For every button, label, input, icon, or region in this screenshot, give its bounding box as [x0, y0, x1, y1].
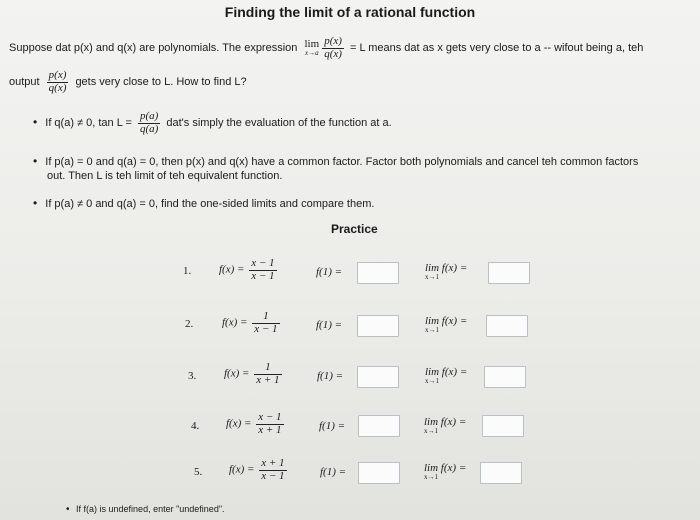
row-2-fx: f(x) =	[222, 316, 248, 329]
row-2-limit-sub: x→1	[425, 326, 439, 334]
row-5-function	[229, 458, 287, 482]
row-3-fx: f(x) =	[224, 367, 250, 380]
row-2-f1-label: f(1) =	[316, 319, 343, 331]
row-1-limit-input[interactable]	[488, 262, 530, 284]
row-3-fraction	[254, 362, 281, 386]
row-2-limit-text: lim f(x) =	[425, 315, 468, 327]
intro-line-2	[9, 70, 247, 94]
bullet-1-frac-den: q(a)	[139, 122, 159, 135]
undefined-note	[66, 504, 225, 515]
bullet-dot-icon: •	[33, 154, 38, 168]
lim-subscript: x→a	[305, 49, 319, 58]
row-4-limit-text: lim f(x) =	[424, 416, 467, 428]
intro-limit	[304, 39, 319, 57]
row-5-limit-input[interactable]	[480, 462, 522, 484]
bullet-item-2	[33, 154, 638, 168]
row-2-limit	[425, 316, 467, 334]
row-3-f1-input[interactable]	[357, 366, 399, 388]
row-4-num: x − 1	[258, 411, 282, 423]
row-2-limit-expr	[425, 316, 467, 334]
row-1-fx: f(x) =	[219, 263, 245, 276]
row-3-num: 1	[254, 362, 281, 375]
bullet-3-text: If p(a) ≠ 0 and q(a) = 0, find the one-sided limits and compare them.	[45, 198, 375, 210]
bullet-item-3	[33, 196, 374, 210]
row-3-limit	[425, 367, 467, 385]
intro-text-start: Suppose dat p(x) and q(x) are polynomials. The expression	[9, 41, 298, 54]
intro-frac-num: p(x)	[324, 35, 342, 47]
row-2-den: x − 1	[254, 322, 278, 335]
row-3-number: 3.	[188, 370, 197, 382]
row-1-f1-input[interactable]	[357, 262, 399, 284]
row-4-number: 4.	[191, 420, 200, 432]
row-5-limit-sub: x→1	[424, 473, 438, 481]
row-5-f1-label: f(1) =	[320, 466, 347, 478]
bullet-dot-icon: •	[66, 504, 70, 515]
bullet-1-suffix: dat's simply the evaluation of the function at a.	[166, 116, 392, 129]
row-1-limit	[425, 263, 467, 281]
row-1-number: 1.	[183, 265, 192, 277]
row-2-number: 2.	[185, 318, 194, 330]
row-4-limit-input[interactable]	[482, 415, 524, 437]
intro-line-1	[9, 36, 643, 60]
page-title: Finding the limit of a rational function	[224, 4, 476, 20]
row-4-den: x + 1	[258, 423, 282, 436]
row-3-function	[224, 362, 282, 386]
row-3-den: x + 1	[256, 373, 280, 386]
output-frac-num: p(x)	[48, 69, 67, 81]
row-5-fx: f(x) =	[229, 463, 255, 476]
row-1-fraction	[249, 258, 276, 282]
intro-output-label: output	[9, 75, 40, 88]
intro-text-end: = L means dat as x gets very close to a -- wifout being a, teh	[349, 41, 644, 54]
bullet-2-line-2: out. Then L is teh limit of teh equivalent function.	[47, 170, 283, 182]
bullet-2-line-1: If p(a) = 0 and q(a) = 0, then p(x) and q(x) have a common factor. Factor both polynomials and cancel teh common factors	[45, 156, 639, 168]
row-3-limit-sub: x→1	[425, 377, 439, 385]
row-2-fraction	[252, 311, 279, 335]
row-4-function	[226, 412, 284, 436]
row-3-limit-text: lim f(x) =	[425, 366, 468, 378]
intro-line-2-end: gets very close to L. How to find L?	[75, 75, 247, 88]
row-4-f1-input[interactable]	[358, 415, 400, 437]
row-1-f1-label: f(1) =	[316, 266, 343, 278]
output-frac-den: q(x)	[48, 81, 67, 94]
row-1-den: x − 1	[251, 269, 275, 282]
row-5-limit	[424, 463, 466, 481]
row-1-limit-expr	[425, 263, 467, 281]
row-3-f1-label: f(1) =	[317, 370, 344, 382]
row-4-f1-label: f(1) =	[319, 420, 346, 432]
row-4-limit	[424, 417, 466, 435]
row-5-den: x − 1	[261, 469, 285, 482]
row-2-num: 1	[252, 311, 279, 324]
row-4-limit-sub: x→1	[424, 427, 438, 435]
row-5-f1-input[interactable]	[358, 462, 400, 484]
row-1-num: x − 1	[251, 257, 275, 269]
row-2-f1-input[interactable]	[357, 315, 399, 337]
row-4-fraction	[256, 412, 283, 436]
row-4-limit-expr	[424, 417, 466, 435]
row-1-limit-sub: x→1	[425, 273, 439, 281]
bullet-item-1	[33, 111, 392, 135]
row-5-fraction	[259, 458, 286, 482]
bullet-1-fraction	[138, 111, 160, 135]
row-5-num: x + 1	[261, 457, 285, 469]
row-2-function	[222, 311, 280, 335]
intro-output-fraction	[47, 70, 69, 94]
row-3-limit-expr	[425, 367, 467, 385]
row-3-limit-input[interactable]	[484, 366, 526, 388]
intro-fraction	[322, 36, 344, 60]
row-2-limit-input[interactable]	[486, 315, 528, 337]
bullet-dot-icon: •	[33, 196, 38, 210]
intro-frac-den: q(x)	[324, 47, 342, 60]
row-4-fx: f(x) =	[226, 417, 252, 430]
bullet-1-frac-num: p(a)	[139, 110, 159, 122]
lim-word: lim	[304, 38, 320, 51]
row-5-limit-text: lim f(x) =	[424, 462, 467, 474]
row-1-function	[219, 258, 277, 282]
row-5-number: 5.	[194, 466, 203, 478]
practice-heading: Practice	[331, 222, 378, 236]
bullet-dot-icon: •	[33, 114, 38, 129]
bullet-1-prefix: If q(a) ≠ 0, tan L =	[45, 116, 132, 129]
row-1-limit-text: lim f(x) =	[425, 262, 468, 274]
undefined-note-text: If f(a) is undefined, enter "undefined".	[76, 504, 225, 514]
row-5-limit-expr	[424, 463, 466, 481]
